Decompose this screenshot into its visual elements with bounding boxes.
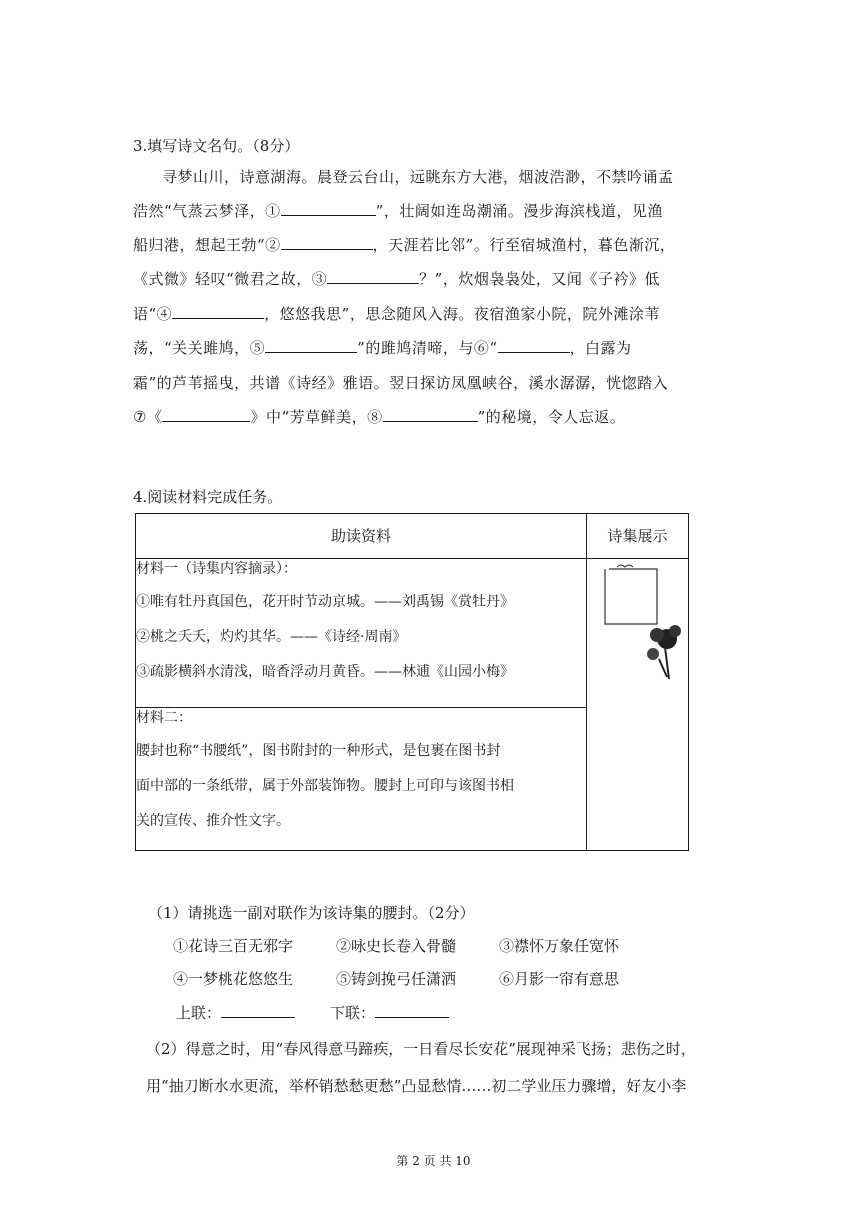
passage-text: 》中“芳草鲜美，⑧ [250, 408, 383, 426]
fill-in-blank[interactable] [498, 338, 570, 353]
fill-in-blank[interactable] [383, 407, 478, 422]
question-3-title: 3.填写诗文名句。（8分） [133, 137, 300, 155]
passage-line [133, 268, 660, 289]
table-header-right: 诗集展示 [587, 514, 689, 559]
passage-line [133, 372, 668, 393]
material-one-item: ②桃之夭夭，灼灼其华。——《诗经·周南》 [136, 629, 407, 645]
material-one-item: ③疏影横斜水清浅，暗香浮动月黄昏。——林逋《山园小梅》 [136, 664, 514, 680]
material-two-line: 关的宣传、推介性文字。 [136, 813, 290, 829]
passage-text: ，悠悠我思”，思念随风入海。夜宿渔家小院，院外滩涂苇 [264, 305, 660, 323]
option-4: ④一梦桃花悠悠生 [173, 970, 294, 988]
lower-couplet-answer [330, 1002, 449, 1023]
fill-in-blank[interactable] [281, 235, 373, 250]
passage-text: 浩然“气蒸云梦泽，① [133, 202, 281, 220]
passage-text: ”的雎鸠清啼，与⑥“ [357, 339, 498, 357]
passage-text: 语“④ [133, 305, 173, 323]
upper-couplet-answer [176, 1002, 295, 1023]
material-one-cell [136, 559, 587, 708]
reading-material-table [135, 513, 689, 851]
passage-text: ⑦《 [133, 408, 163, 426]
question-4-title: 4.阅读材料完成任务。 [133, 488, 283, 506]
passage-text: ，天涯若比邻”。行至宿城渔村，暮色渐沉， [372, 236, 676, 254]
passage-line [162, 166, 674, 187]
passage-line [133, 337, 632, 358]
table-header-left: 助读资料 [136, 514, 587, 559]
poetry-book-cover-image [587, 559, 687, 699]
fill-in-blank[interactable] [327, 269, 419, 284]
sub-question-2-line-1: （2）得意之时，用“春风得意马蹄疾，一日看尽长安花”展现神采飞扬；悲伤之时， [146, 1040, 696, 1058]
option-5: ⑤铸剑挽弓任潇洒 [336, 970, 457, 988]
passage-text: ”，壮阔如连岛潮涌。漫步海滨栈道，见渔 [375, 202, 663, 220]
passage-text: 荡，“关关雎鸠，⑤ [133, 339, 266, 357]
passage-text: 船归港，想起王勃“② [133, 236, 281, 254]
fill-in-blank[interactable] [162, 407, 250, 422]
passage-text: ”的秘境，令人忘返。 [477, 408, 626, 426]
upper-couplet-blank[interactable] [221, 1003, 295, 1018]
passage-text: 《式微》轻叹“微君之故，③ [133, 270, 328, 288]
material-two-line: 面中部的一条纸带，属于外部装饰物。腰封上可印与该图书相 [136, 778, 514, 794]
lower-couplet-label: 下联： [330, 1004, 376, 1022]
fill-in-blank[interactable] [265, 338, 357, 353]
poetry-display-cell [587, 559, 689, 851]
sub-question-2-line-2: 用“抽刀断水水更流，举杯销愁愁更愁”凸显愁情……初二学业压力骤增，好友小李 [146, 1077, 687, 1095]
material-one-item: ①唯有牡丹真国色，花开时节动京城。——刘禹锡《赏牡丹》 [136, 594, 514, 610]
passage-line [133, 234, 675, 255]
page-footer: 第 2 页 共 10 [396, 1154, 471, 1168]
option-6: ⑥月影一帘有意思 [499, 970, 620, 988]
option-3: ③襟怀万象任宽怀 [499, 937, 620, 955]
fill-in-blank[interactable] [172, 304, 264, 319]
material-two-cell [136, 708, 587, 851]
fill-in-blank[interactable] [281, 201, 376, 216]
option-2: ②咏史长卷入骨髓 [336, 937, 457, 955]
passage-line [133, 200, 663, 221]
material-one-title: 材料一（诗集内容摘录）： [136, 561, 297, 577]
upper-couplet-label: 上联： [176, 1004, 222, 1022]
option-1: ①花诗三百无邪字 [173, 937, 294, 955]
passage-line [133, 406, 625, 427]
lower-couplet-blank[interactable] [375, 1003, 449, 1018]
material-two-title: 材料二： [136, 710, 192, 726]
passage-text: ，白露为 [569, 339, 632, 357]
passage-text: 霜”的芦苇摇曳，共谱《诗经》雅语。翌日探访凤凰峡谷，溪水潺潺，恍惚踏入 [133, 374, 669, 392]
passage-text: 寻梦山川，诗意湖海。晨登云台山，远眺东方大港，烟波浩渺，不禁吟诵孟 [162, 168, 674, 186]
passage-line [133, 303, 660, 324]
material-two-line: 腰封也称“书腰纸”，图书附封的一种形式，是包裹在图书封 [136, 743, 501, 759]
sub-question-1-title: （1）请挑选一副对联作为该诗集的腰封。（2分） [148, 904, 475, 922]
passage-text: ？”，炊烟袅袅处，又闻《子衿》低 [419, 270, 660, 288]
